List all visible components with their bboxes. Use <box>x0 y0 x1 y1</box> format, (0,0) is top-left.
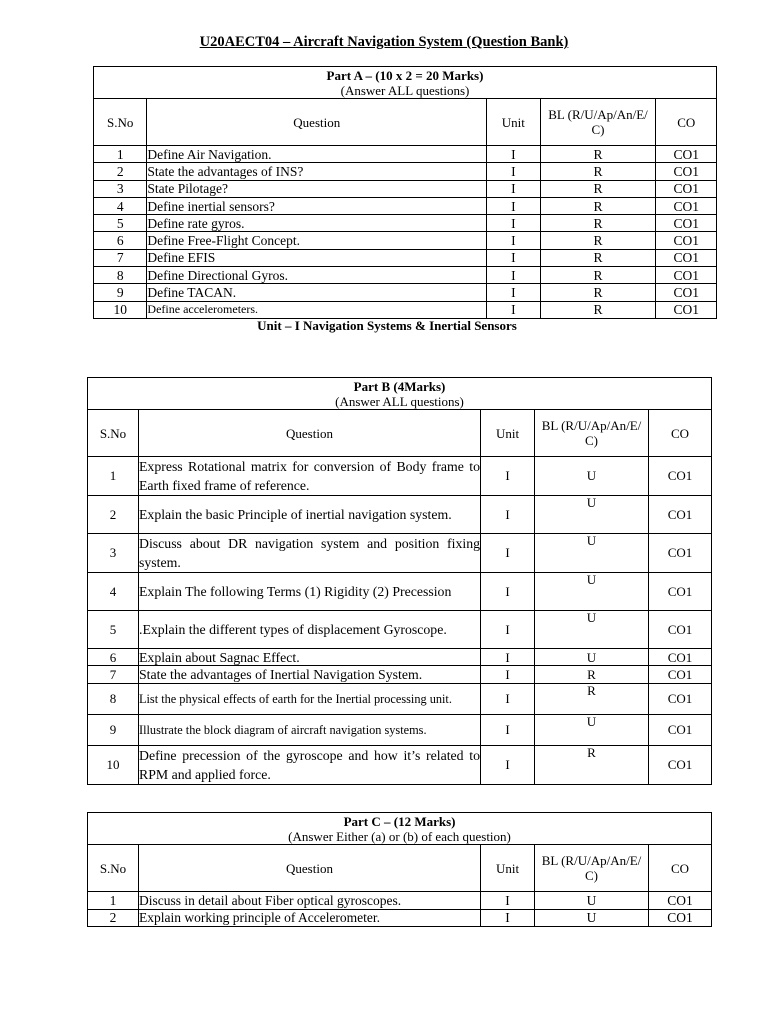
cell-co: CO1 <box>649 745 712 784</box>
part-a-header-row <box>94 99 717 146</box>
cell-bl: U <box>535 649 649 666</box>
cell-bl: U <box>535 573 649 611</box>
cell-question: State the advantages of INS? <box>147 163 487 180</box>
part-c-header-row <box>88 845 712 892</box>
cell-co: CO1 <box>649 909 712 927</box>
part-a-title-row <box>94 67 717 99</box>
part-c-subtitle: (Answer Either (a) or (b) of each question) <box>288 828 511 844</box>
cell-question: .Explain the different types of displacement Gyroscope. <box>139 611 481 649</box>
table-row <box>94 215 717 232</box>
cell-sno: 3 <box>88 534 139 573</box>
cell-bl: R <box>535 683 649 714</box>
cell-co: CO1 <box>649 683 712 714</box>
cell-co: CO1 <box>649 496 712 534</box>
part-c-title-row <box>88 813 712 845</box>
cell-unit: I <box>487 215 540 232</box>
cell-question: List the physical effects of earth for the Inertial processing unit. <box>139 683 481 714</box>
table-row <box>88 573 712 611</box>
col-header-sno: S.No <box>94 99 147 146</box>
cell-question: Explain about Sagnac Effect. <box>139 649 481 666</box>
cell-unit: I <box>487 232 540 249</box>
cell-sno: 3 <box>94 180 147 197</box>
col-header-co: CO <box>649 845 712 892</box>
cell-co: CO1 <box>656 163 717 180</box>
col-header-co: CO <box>649 410 712 457</box>
cell-co: CO1 <box>656 301 717 318</box>
col-header-bl: BL (R/U/Ap/An/E/ C) <box>535 845 649 892</box>
cell-question: Explain working principle of Accelerometer. <box>139 909 481 927</box>
cell-question: Discuss in detail about Fiber optical gyroscopes. <box>139 892 481 910</box>
part-a-subtitle: (Answer ALL questions) <box>340 82 470 98</box>
cell-sno: 4 <box>94 197 147 214</box>
cell-question: Define accelerometers. <box>147 301 487 318</box>
cell-sno: 2 <box>88 496 139 534</box>
cell-question: Explain The following Terms (1) Rigidity (2) Precession <box>139 573 481 611</box>
cell-sno: 9 <box>94 284 147 301</box>
cell-bl: U <box>535 496 649 534</box>
table-row <box>88 666 712 683</box>
table-row <box>88 714 712 745</box>
table-row <box>88 457 712 496</box>
cell-sno: 4 <box>88 573 139 611</box>
cell-question: State Pilotage? <box>147 180 487 197</box>
cell-sno: 10 <box>88 745 139 784</box>
cell-question: Discuss about DR navigation system and position fixing system. <box>139 534 481 573</box>
part-c-table <box>87 812 712 927</box>
cell-sno: 5 <box>88 611 139 649</box>
col-header-sno: S.No <box>88 410 139 457</box>
col-header-question: Question <box>139 845 481 892</box>
cell-question: Express Rotational matrix for conversion of Body frame to Earth fixed frame of reference. <box>139 457 481 496</box>
cell-co: CO1 <box>649 714 712 745</box>
table-row <box>94 163 717 180</box>
table-row <box>88 496 712 534</box>
table-row <box>88 745 712 784</box>
cell-sno: 5 <box>94 215 147 232</box>
cell-question: State the advantages of Inertial Navigation System. <box>139 666 481 683</box>
part-b-header-row <box>88 410 712 457</box>
cell-unit: I <box>481 611 535 649</box>
cell-co: CO1 <box>656 146 717 163</box>
cell-unit: I <box>481 666 535 683</box>
col-header-bl: BL (R/U/Ap/An/E/ C) <box>540 99 656 146</box>
cell-bl: R <box>540 301 656 318</box>
cell-sno: 1 <box>94 146 147 163</box>
cell-bl: R <box>540 146 656 163</box>
table-row <box>94 284 717 301</box>
cell-co: CO1 <box>649 649 712 666</box>
col-header-question: Question <box>147 99 487 146</box>
cell-co: CO1 <box>649 534 712 573</box>
table-row <box>94 180 717 197</box>
cell-co: CO1 <box>649 457 712 496</box>
part-a-table <box>93 66 717 319</box>
cell-question: Illustrate the block diagram of aircraft navigation systems. <box>139 714 481 745</box>
cell-unit: I <box>487 249 540 266</box>
cell-unit: I <box>481 714 535 745</box>
cell-unit: I <box>481 496 535 534</box>
cell-unit: I <box>481 457 535 496</box>
cell-co: CO1 <box>656 232 717 249</box>
cell-sno: 8 <box>94 267 147 284</box>
cell-unit: I <box>487 146 540 163</box>
cell-co: CO1 <box>649 892 712 910</box>
cell-bl: R <box>540 249 656 266</box>
cell-co: CO1 <box>649 611 712 649</box>
cell-bl: R <box>540 284 656 301</box>
part-a-title: Part A – (10 x 2 = 20 Marks) <box>326 67 484 83</box>
table-row <box>94 197 717 214</box>
col-header-question: Question <box>139 410 481 457</box>
cell-co: CO1 <box>656 267 717 284</box>
cell-bl: R <box>540 180 656 197</box>
part-b-table <box>87 377 712 785</box>
cell-sno: 2 <box>94 163 147 180</box>
cell-unit: I <box>481 534 535 573</box>
cell-sno: 7 <box>88 666 139 683</box>
col-header-bl: BL (R/U/Ap/An/E/ C) <box>535 410 649 457</box>
cell-question: Define Air Navigation. <box>147 146 487 163</box>
cell-sno: 8 <box>88 683 139 714</box>
cell-unit: I <box>481 573 535 611</box>
cell-co: CO1 <box>656 249 717 266</box>
cell-bl: R <box>540 215 656 232</box>
cell-bl: U <box>535 457 649 496</box>
cell-sno: 7 <box>94 249 147 266</box>
col-header-unit: Unit <box>481 410 535 457</box>
cell-bl: U <box>535 714 649 745</box>
table-row <box>94 301 717 318</box>
cell-co: CO1 <box>656 284 717 301</box>
part-b-subtitle: (Answer ALL questions) <box>335 393 464 409</box>
table-row <box>94 146 717 163</box>
cell-question: Define precession of the gyroscope and how it’s related to RPM and applied force. <box>139 745 481 784</box>
table-row <box>94 249 717 266</box>
cell-unit: I <box>481 909 535 927</box>
part-c-title: Part C – (12 Marks) <box>343 813 456 829</box>
cell-unit: I <box>487 301 540 318</box>
part-b-title-row <box>88 378 712 410</box>
unit-heading: Unit – I Navigation Systems & Inertial Sensors <box>257 318 517 333</box>
cell-unit: I <box>487 197 540 214</box>
cell-bl: R <box>540 232 656 249</box>
cell-bl: U <box>535 909 649 927</box>
cell-question: Define inertial sensors? <box>147 197 487 214</box>
cell-bl: R <box>540 197 656 214</box>
table-row <box>94 267 717 284</box>
cell-unit: I <box>487 284 540 301</box>
cell-unit: I <box>481 892 535 910</box>
cell-co: CO1 <box>656 180 717 197</box>
cell-unit: I <box>487 163 540 180</box>
cell-sno: 9 <box>88 714 139 745</box>
cell-question: Define Free-Flight Concept. <box>147 232 487 249</box>
part-b-title: Part B (4Marks) <box>353 378 446 394</box>
cell-unit: I <box>481 649 535 666</box>
table-row <box>88 611 712 649</box>
cell-question: Explain the basic Principle of inertial navigation system. <box>139 496 481 534</box>
cell-co: CO1 <box>649 666 712 683</box>
cell-question: Define rate gyros. <box>147 215 487 232</box>
cell-bl: U <box>535 892 649 910</box>
col-header-unit: Unit <box>487 99 540 146</box>
col-header-unit: Unit <box>481 845 535 892</box>
cell-question: Define TACAN. <box>147 284 487 301</box>
table-row <box>94 232 717 249</box>
cell-co: CO1 <box>649 573 712 611</box>
cell-bl: U <box>535 611 649 649</box>
cell-sno: 6 <box>94 232 147 249</box>
cell-bl: R <box>535 666 649 683</box>
cell-bl: R <box>540 163 656 180</box>
cell-sno: 2 <box>88 909 139 927</box>
document-title: U20AECT04 – Aircraft Navigation System (Question Bank) <box>199 34 569 50</box>
cell-unit: I <box>487 180 540 197</box>
col-header-sno: S.No <box>88 845 139 892</box>
cell-bl: U <box>535 534 649 573</box>
col-header-co: CO <box>656 99 717 146</box>
cell-sno: 1 <box>88 892 139 910</box>
cell-bl: R <box>535 745 649 784</box>
table-row <box>88 683 712 714</box>
cell-bl: R <box>540 267 656 284</box>
cell-unit: I <box>487 267 540 284</box>
table-row <box>88 534 712 573</box>
cell-question: Define EFIS <box>147 249 487 266</box>
cell-sno: 1 <box>88 457 139 496</box>
table-row <box>88 892 712 910</box>
cell-sno: 6 <box>88 649 139 666</box>
cell-co: CO1 <box>656 197 717 214</box>
cell-sno: 10 <box>94 301 147 318</box>
cell-co: CO1 <box>656 215 717 232</box>
cell-unit: I <box>481 683 535 714</box>
table-row <box>88 649 712 666</box>
table-row <box>88 909 712 927</box>
cell-question: Define Directional Gyros. <box>147 267 487 284</box>
cell-unit: I <box>481 745 535 784</box>
